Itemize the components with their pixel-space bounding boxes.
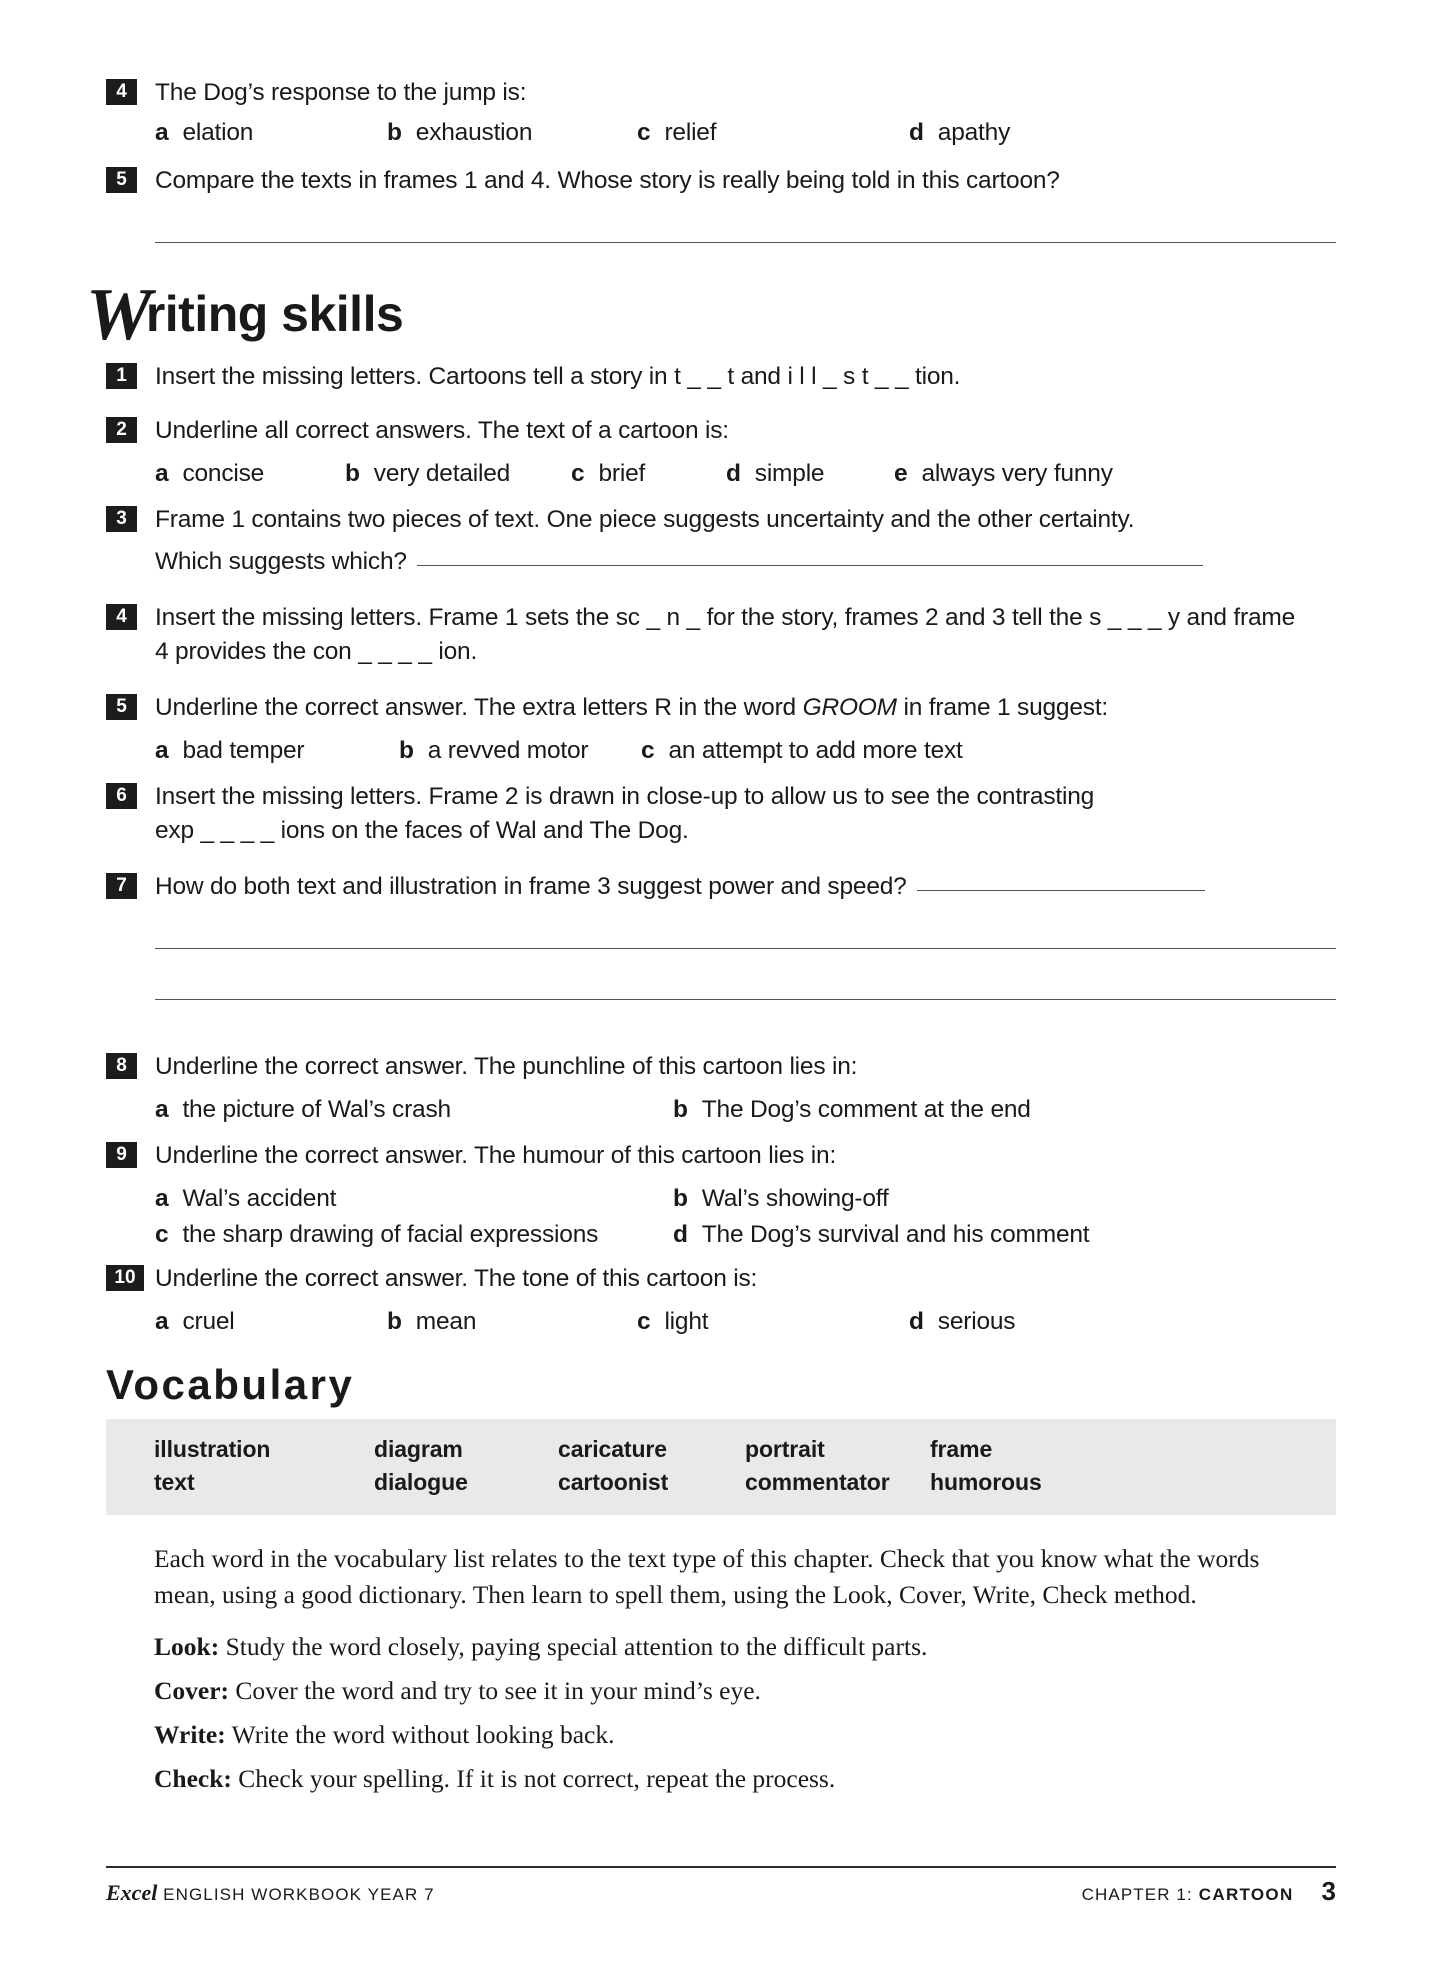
option-b[interactable] — [399, 734, 641, 768]
option-a[interactable] — [155, 734, 399, 768]
option-label: c — [155, 1221, 169, 1248]
question-number-badge: 9 — [106, 1142, 137, 1168]
ws-question-9-options-row1 — [155, 1182, 1336, 1216]
stem-part-1: Underline the correct answer. The extra letters R in the word — [155, 694, 803, 721]
question-stem-text: Frame 1 contains two pieces of text. One piece suggests uncertainty and the other certainty. — [155, 506, 1135, 533]
ws-question-8 — [106, 1050, 1336, 1084]
question-stem — [155, 601, 1336, 669]
question-stem — [155, 870, 1336, 904]
vocabulary-intro-paragraph: Each word in the vocabulary list relates to the text type of this chapter. Check that you know what the words mean, using a good dictionary. Then learn to spell them, using the Look, Cover, Write, Check method. — [154, 1544, 1260, 1609]
option-label: c — [641, 737, 655, 764]
ws-question-6 — [106, 780, 1336, 848]
vocabulary-step-look — [154, 1629, 1314, 1665]
option-text: very detailed — [373, 460, 511, 487]
question-4-top — [106, 76, 1336, 110]
option-c[interactable] — [637, 116, 909, 150]
option-text: light — [664, 1308, 709, 1335]
vocabulary-word: dialogue — [374, 1469, 468, 1495]
vocabulary-word: humorous — [930, 1469, 1042, 1495]
ws-question-5 — [106, 691, 1336, 725]
vocabulary-word-band — [106, 1419, 1336, 1515]
vocabulary-word: frame — [930, 1436, 993, 1462]
question-stem: Insert the missing letters. Cartoons tell a story in t _ _ t and i l l _ s t _ _ tion. — [155, 363, 961, 390]
ws-question-2 — [106, 414, 1336, 448]
question-stem-text: Insert the missing letters. Frame 2 is drawn in close-up to allow us to see the contrasting — [155, 783, 1095, 810]
option-label: b — [673, 1185, 688, 1212]
vocabulary-step-write — [154, 1717, 1314, 1753]
option-c[interactable] — [637, 1305, 909, 1339]
option-label: b — [673, 1096, 688, 1123]
question-number-badge: 3 — [106, 506, 137, 532]
vocabulary-heading: Vocabulary — [106, 1361, 355, 1408]
option-label: d — [726, 460, 741, 487]
option-label: a — [155, 460, 169, 487]
option-e[interactable] — [894, 457, 1113, 491]
option-d[interactable] — [909, 1305, 1015, 1339]
ws-question-7 — [106, 870, 1336, 904]
step-text: Check your spelling. If it is not correct, repeat the process. — [231, 1764, 836, 1793]
question-number-badge: 8 — [106, 1053, 137, 1079]
vocabulary-word: commentator — [745, 1469, 890, 1495]
vocabulary-word: caricature — [558, 1436, 667, 1462]
answer-line-inline[interactable] — [417, 551, 1203, 566]
option-label: c — [637, 119, 651, 146]
option-b[interactable] — [673, 1093, 1031, 1127]
option-label: c — [571, 460, 585, 487]
question-number-badge: 6 — [106, 783, 137, 809]
option-b[interactable] — [345, 457, 571, 491]
question-number-badge: 5 — [106, 167, 137, 193]
ws-question-9 — [106, 1139, 1336, 1173]
option-c[interactable] — [571, 457, 726, 491]
option-text: an attempt to add more text — [668, 737, 963, 764]
question-number-badge: 10 — [106, 1265, 144, 1291]
step-term: Write: — [154, 1720, 226, 1749]
option-label: a — [155, 1185, 169, 1212]
option-label: b — [387, 1308, 402, 1335]
option-text: The Dog’s comment at the end — [701, 1096, 1031, 1123]
option-d[interactable] — [673, 1218, 1089, 1252]
ws-question-10-options — [155, 1305, 1336, 1339]
option-label: e — [894, 460, 908, 487]
vocabulary-word: diagram — [374, 1436, 463, 1462]
option-b[interactable] — [387, 1305, 637, 1339]
ws-question-3 — [106, 503, 1336, 579]
heading-rest: riting skills — [145, 286, 404, 342]
question-number-badge: 4 — [106, 79, 137, 105]
option-label: a — [155, 119, 169, 146]
vocabulary-row-2 — [106, 1466, 1336, 1499]
option-label: d — [909, 119, 924, 146]
option-a[interactable] — [155, 116, 387, 150]
question-number-badge: 5 — [106, 694, 137, 720]
option-text: elation — [182, 119, 254, 146]
option-label: a — [155, 737, 169, 764]
option-label: b — [345, 460, 360, 487]
option-text: The Dog’s survival and his comment — [701, 1221, 1090, 1248]
ws-question-10 — [106, 1262, 1336, 1296]
answer-line[interactable] — [155, 242, 1336, 243]
option-text: Wal’s showing-off — [701, 1185, 889, 1212]
option-text: always very funny — [921, 460, 1113, 487]
question-number-badge: 7 — [106, 873, 137, 899]
page-number: 3 — [1321, 1876, 1336, 1906]
chapter-label: CHAPTER 1: — [1081, 1885, 1193, 1904]
question-continuation: 4 provides the con _ _ _ _ ion. — [155, 638, 478, 665]
page-content — [86, 76, 1336, 1805]
question-stem: Underline the correct answer. The punchline of this cartoon lies in: — [155, 1053, 858, 1080]
option-a[interactable] — [155, 1305, 387, 1339]
footer-divider — [106, 1866, 1336, 1868]
vocabulary-word: illustration — [154, 1436, 271, 1462]
option-label: d — [673, 1221, 688, 1248]
option-text: the picture of Wal’s crash — [182, 1096, 451, 1123]
question-5-top — [106, 164, 1336, 198]
step-text: Write the word without looking back. — [225, 1720, 615, 1749]
question-stem-text: Insert the missing letters. Frame 1 sets the sc _ n _ for the story, frames 2 and 3 tell the s _ _ _ y and frame — [155, 604, 1296, 631]
option-text: bad temper — [182, 737, 305, 764]
option-b[interactable] — [387, 116, 637, 150]
step-term: Cover: — [154, 1676, 230, 1705]
question-number-badge: 1 — [106, 363, 137, 389]
option-a[interactable] — [155, 457, 345, 491]
question-continuation: exp _ _ _ _ ions on the faces of Wal and The Dog. — [155, 817, 689, 844]
option-label: a — [155, 1308, 169, 1335]
question-continuation-text: Which suggests which? — [155, 548, 407, 575]
question-stem — [155, 503, 1336, 579]
option-text: simple — [754, 460, 825, 487]
answer-line-3[interactable] — [155, 999, 1336, 1000]
question-stem-text: How do both text and illustration in frame 3 suggest power and speed? — [155, 873, 907, 900]
option-a[interactable] — [155, 1182, 673, 1216]
footer-brand — [106, 1880, 435, 1906]
step-text: Study the word closely, paying special attention to the difficult parts. — [219, 1632, 928, 1661]
vocabulary-word: cartoonist — [558, 1469, 669, 1495]
question-4-top-options — [155, 116, 1336, 150]
brand-name: Excel — [106, 1880, 158, 1905]
option-text: a revved motor — [427, 737, 589, 764]
question-stem — [155, 780, 1336, 848]
heading-dropcap: W — [86, 274, 146, 356]
ws-question-4 — [106, 601, 1336, 669]
step-term: Check: — [154, 1764, 232, 1793]
brand-subtitle: ENGLISH WORKBOOK YEAR 7 — [157, 1885, 435, 1904]
question-stem: Compare the texts in frames 1 and 4. Whose story is really being told in this cartoon? — [155, 167, 1060, 194]
footer-chapter — [1082, 1876, 1336, 1907]
ws-question-5-options — [155, 734, 1336, 768]
option-label: d — [909, 1308, 924, 1335]
option-text: cruel — [182, 1308, 235, 1335]
option-text: concise — [182, 460, 265, 487]
vocabulary-word: portrait — [745, 1436, 825, 1462]
option-d[interactable] — [909, 116, 1010, 150]
question-stem: Underline all correct answers. The text of a cartoon is: — [155, 417, 729, 444]
option-text: the sharp drawing of facial expressions — [182, 1221, 599, 1248]
option-text: serious — [937, 1308, 1016, 1335]
option-text: apathy — [937, 119, 1011, 146]
option-label: c — [637, 1308, 651, 1335]
answer-line-2[interactable] — [155, 948, 1336, 949]
vocabulary-step-check — [154, 1761, 1314, 1797]
vocabulary-word: text — [154, 1469, 195, 1495]
option-label: b — [387, 119, 402, 146]
option-c[interactable] — [155, 1218, 673, 1252]
question-number-badge: 4 — [106, 604, 137, 630]
option-label: b — [399, 737, 414, 764]
option-b[interactable] — [673, 1182, 889, 1216]
option-text: brief — [598, 460, 646, 487]
option-d[interactable] — [726, 457, 894, 491]
ws-question-1 — [106, 360, 1336, 394]
vocabulary-step-cover — [154, 1673, 1314, 1709]
question-stem: Underline the correct answer. The tone of this cartoon is: — [155, 1265, 758, 1292]
ws-question-8-options — [155, 1093, 1336, 1127]
question-continuation — [155, 545, 1336, 579]
step-text: Cover the word and try to see it in your mind’s eye. — [229, 1676, 761, 1705]
option-text: Wal’s accident — [182, 1185, 337, 1212]
ws-question-9-options-row2 — [155, 1218, 1336, 1252]
vocabulary-instructions — [154, 1541, 1314, 1797]
writing-skills-heading — [86, 274, 1336, 356]
question-stem: The Dog’s response to the jump is: — [155, 79, 527, 106]
answer-line-inline[interactable] — [917, 876, 1205, 891]
option-text: relief — [664, 119, 717, 146]
vocabulary-row-1 — [106, 1433, 1336, 1466]
ws-question-2-options — [155, 457, 1336, 491]
option-c[interactable] — [641, 734, 963, 768]
step-term: Look: — [154, 1632, 220, 1661]
stem-emphasis-groom: GROOM — [802, 694, 897, 721]
question-stem — [155, 691, 1336, 725]
page-footer — [106, 1876, 1336, 1907]
option-a[interactable] — [155, 1093, 673, 1127]
question-number-badge: 2 — [106, 417, 137, 443]
question-stem: Underline the correct answer. The humour of this cartoon lies in: — [155, 1142, 837, 1169]
chapter-name: CARTOON — [1198, 1885, 1294, 1904]
option-text: mean — [415, 1308, 477, 1335]
option-label: a — [155, 1096, 169, 1123]
option-text: exhaustion — [415, 119, 533, 146]
stem-part-2: in frame 1 suggest: — [896, 694, 1109, 721]
